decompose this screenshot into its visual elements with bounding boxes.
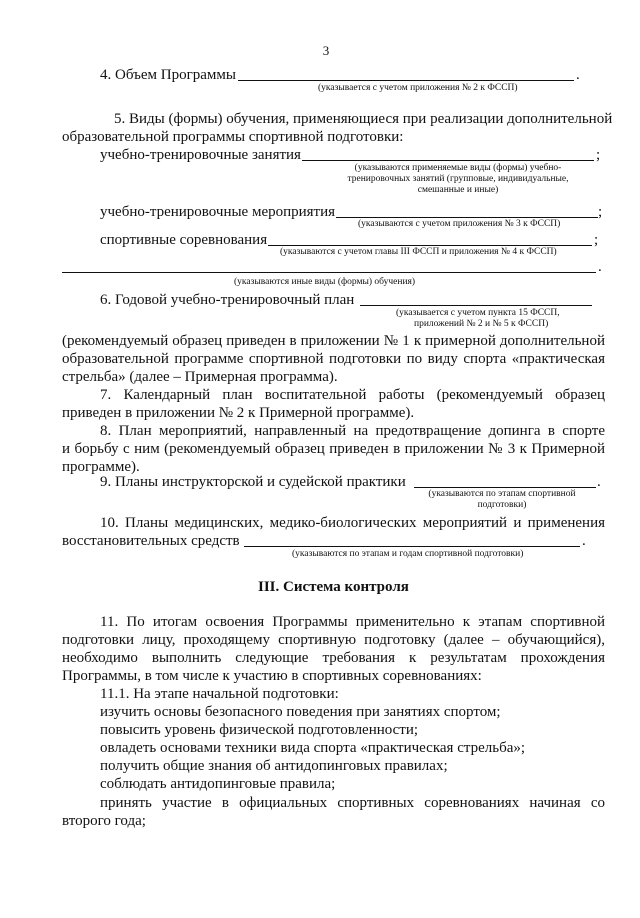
item-4-fill-line (238, 80, 574, 81)
item-9-end: . (597, 474, 601, 490)
item-4-label: 4. Объем Программы (100, 67, 236, 83)
training-sessions-hint-1: (указываются применяемые виды (формы) учебно- (354, 163, 562, 173)
item-11-line-1: 11. По итогам освоения Программы применительно к этапам спортивной (100, 614, 605, 630)
item-8-line-3: программе). (62, 459, 140, 475)
list-item: повысить уровень физической подготовленности; (100, 722, 419, 738)
item-7-line-1: 7. Календарный план воспитательной работы (рекомендуемый образец (100, 387, 605, 403)
competitions-label: спортивные соревнования (100, 232, 268, 248)
training-events-hint: (указываются с учетом приложения № 3 к ФССП) (358, 219, 561, 229)
item-9-hint-1: (указываются по этапам спортивной (428, 489, 576, 499)
item-9-label: 9. Планы инструкторской и судейской практики (100, 474, 406, 490)
item-8-line-1: 8. План мероприятий, направленный на предотвращение допинга в спорте (100, 423, 605, 439)
list-item-last-line-1: принять участие в официальных спортивных соревнованиях начиная со (100, 795, 605, 811)
item-10-line-1: 10. Планы медицинских, медико-биологических мероприятий и применения (100, 515, 605, 531)
training-events-end: ; (598, 204, 603, 220)
item-10-hint: (указываются по этапам и годам спортивной подготовки) (292, 549, 524, 559)
page-number: 3 (322, 43, 330, 58)
item-7-line-2: приведен в приложении № 2 к Примерной программе). (62, 405, 415, 421)
list-item: соблюдать антидопинговые правила; (100, 776, 336, 792)
item-6-line-2: образовательной программе спортивной подготовки по виду спорта «практическая (62, 351, 605, 367)
other-forms-fill-line (62, 272, 596, 273)
item-6-line-3: стрельба» (далее – Примерная программа). (62, 369, 338, 385)
item-6-line-1: (рекомендуемый образец приведен в приложении № 1 к примерной дополнительной (62, 333, 605, 349)
item-10-fill-line (244, 546, 580, 547)
item-11-line-2: подготовки лицу, проходящему спортивную подготовку (далее – обучающийся), (62, 632, 605, 648)
item-6-hint-2: приложений № 2 и № 5 к ФССП) (414, 319, 549, 329)
item-11-line-3: необходимо выполнить следующие требования к результатам прохождения (62, 650, 605, 666)
item-10-line-2: восстановительных средств (62, 533, 240, 549)
item-6-fill-line (360, 305, 592, 306)
item-6-hint-1: (указывается с учетом пункта 15 ФССП, (396, 308, 560, 318)
item-4-hint: (указывается с учетом приложения № 2 к ФССП) (318, 83, 518, 93)
list-item: получить общие знания об антидопинговых правилах; (100, 758, 448, 774)
training-sessions-end: ; (596, 147, 601, 163)
competitions-hint: (указываются с учетом главы III ФССП и приложения № 4 к ФССП) (280, 247, 557, 257)
training-sessions-fill-line (302, 160, 594, 161)
other-forms-end: . (598, 259, 602, 275)
item-9-fill-line (414, 487, 596, 488)
item-4-end: . (576, 67, 580, 83)
item-5-line-1: 5. Виды (формы) обучения, применяющиеся при реализации дополнительной (114, 111, 613, 127)
training-sessions-hint-2: тренировочных занятий (групповые, индивидуальные, (347, 174, 569, 184)
item-11-1-title: 11.1. На этапе начальной подготовки: (100, 686, 339, 702)
list-item: овладеть основами техники вида спорта «практическая стрельба»; (100, 740, 526, 756)
item-10-end: . (582, 533, 586, 549)
list-item-last-line-2: второго года; (62, 813, 146, 829)
training-sessions-label: учебно-тренировочные занятия (100, 147, 301, 163)
training-events-fill-line (336, 217, 598, 218)
section-3-title: III. Система контроля (258, 579, 409, 595)
other-forms-hint: (указываются иные виды (формы) обучения) (234, 277, 416, 287)
item-8-line-2: и борьбу с ним (рекомендуемый образец приведен в приложении № 3 к Примерной (62, 441, 605, 457)
item-9-hint-2: подготовки) (477, 500, 527, 510)
competitions-end: ; (594, 232, 599, 248)
item-11-line-4: Программы, в том числе к участию в спортивных соревнованиях: (62, 668, 482, 684)
item-6-label: 6. Годовой учебно-тренировочный план (100, 292, 355, 308)
training-events-label: учебно-тренировочные мероприятия (100, 204, 336, 220)
list-item: изучить основы безопасного поведения при занятиях спортом; (100, 704, 501, 720)
training-sessions-hint-3: смешанные и иные) (417, 185, 499, 195)
competitions-fill-line (268, 245, 592, 246)
item-5-line-2: образовательной программы спортивной подготовки: (62, 129, 404, 145)
